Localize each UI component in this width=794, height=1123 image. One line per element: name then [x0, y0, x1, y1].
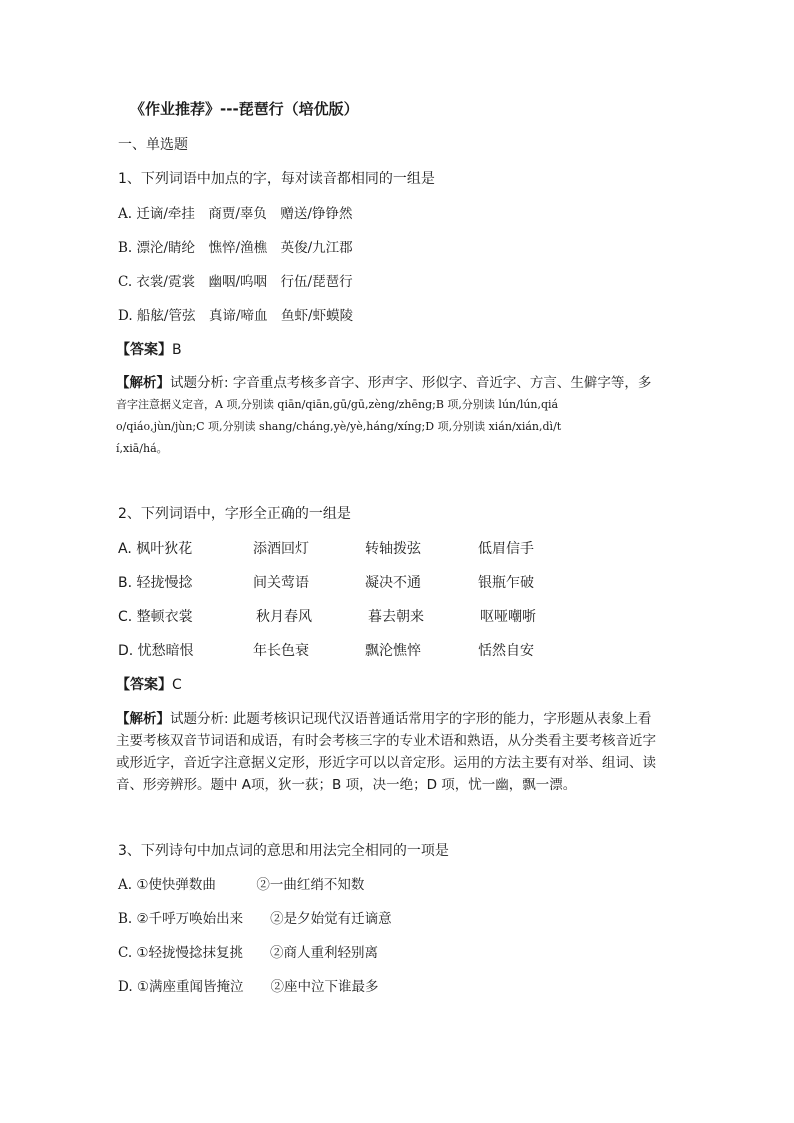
section-heading: 一、单选题: [118, 137, 188, 153]
analysis-line: 试题分析: 字音重点考核多音字、形声字、形似字、音近字、方言、生僻字等，多: [170, 375, 652, 391]
option-cell: C. 整顿衣裳: [118, 609, 193, 625]
option-cell: B. 轻拢慢捻: [118, 575, 193, 591]
question-2-analysis: [116, 708, 681, 796]
question-3-option-d: D. ①满座重闻皆掩泣 ②座中泣下谁最多: [118, 979, 379, 995]
option-cell: D. 忧愁暗恨: [118, 643, 194, 659]
option-cell: 凝决不通: [365, 575, 421, 591]
option-cell: 暮去朝来: [368, 609, 424, 625]
question-1-option-c: C. 衣裳/霓裳 幽咽/呜咽 行伍/琵琶行: [118, 274, 353, 290]
option-cell: 间关莺语: [253, 575, 309, 591]
question-1-analysis: [116, 372, 681, 460]
option-cell: 秋月春风: [256, 609, 312, 625]
question-3-option-b: B. ②千呼万唤始出来 ②是夕始觉有迁谪意: [118, 911, 392, 927]
question-3-stem: 3、下列诗句中加点词的意思和用法完全相同的一项是: [118, 843, 449, 859]
question-1-stem: 1、下列词语中加点的字，每对读音都相同的一组是: [118, 171, 435, 187]
answer-value: C: [172, 677, 182, 693]
option-cell: 低眉信手: [478, 541, 534, 557]
question-1-option-a: A. 迁谪/牵挂 商贾/辜负 赠送/铮铮然: [118, 206, 353, 222]
analysis-line: 或形近字，音近字注意据义定形，形近字可以以音定形。运用的方法主要有对举、组词、读: [116, 755, 656, 771]
document-title: 《作业推荐》---琵琶行（培优版）: [130, 100, 359, 118]
option-cell: 呕哑嘲哳: [480, 609, 536, 625]
analysis-line: o/qiáo,jùn/jùn;C 项,分别读 shang/cháng,yè/yè,háng/xíng;D 项,分别读 xián/xián,dì/t: [116, 420, 562, 433]
analysis-label: 【解析】: [116, 375, 170, 391]
analysis-label: 【解析】: [116, 711, 170, 727]
answer-label: 【答案】: [116, 342, 172, 358]
answer-value: B: [172, 342, 182, 358]
analysis-line: 音、形旁辨形。题中 A项，狄一荻；B 项，决一绝；D 项，忧一幽，飘一漂。: [116, 777, 577, 793]
question-1-option-d: D. 船舷/管弦 真谛/啼血 鱼虾/虾蟆陵: [118, 308, 354, 324]
option-cell: 年长色衰: [253, 643, 309, 659]
analysis-line: 音字注意据义定音，A 项,分别读 qiān/qiān,gū/gū,zèng/zhēng;B 项,分别读 lún/lún,qiá: [116, 398, 559, 411]
analysis-line: 试题分析: 此题考核识记现代汉语普通话常用字的字形的能力，字形题从表象上看: [170, 711, 652, 727]
option-cell: A. 枫叶狄花: [118, 541, 193, 557]
question-1-answer: [116, 341, 182, 359]
option-cell: 飘沦憔悴: [365, 643, 421, 659]
question-3-option-a: A. ①使快弹数曲 ②一曲红绡不知数: [118, 877, 365, 893]
option-cell: 添酒回灯: [253, 541, 309, 557]
option-cell: 银瓶乍破: [478, 575, 534, 591]
analysis-line: 主要考核双音节词语和成语，有时会考核三字的专业术语和熟语，从分类看主要考核音近字: [116, 733, 656, 749]
option-cell: 转轴拨弦: [365, 541, 421, 557]
answer-label: 【答案】: [116, 677, 172, 693]
analysis-line: í,xiā/há。: [116, 442, 168, 455]
option-cell: 恬然自安: [478, 643, 534, 659]
question-1-option-b: B. 漂沦/睛纶 憔悴/渔樵 英俊/九江郡: [118, 240, 353, 256]
question-2-stem: 2、下列词语中，字形全正确的一组是: [118, 506, 351, 522]
question-2-answer: [116, 676, 182, 694]
question-3-option-c: C. ①轻拢慢捻抹复挑 ②商人重利轻别离: [118, 945, 379, 961]
